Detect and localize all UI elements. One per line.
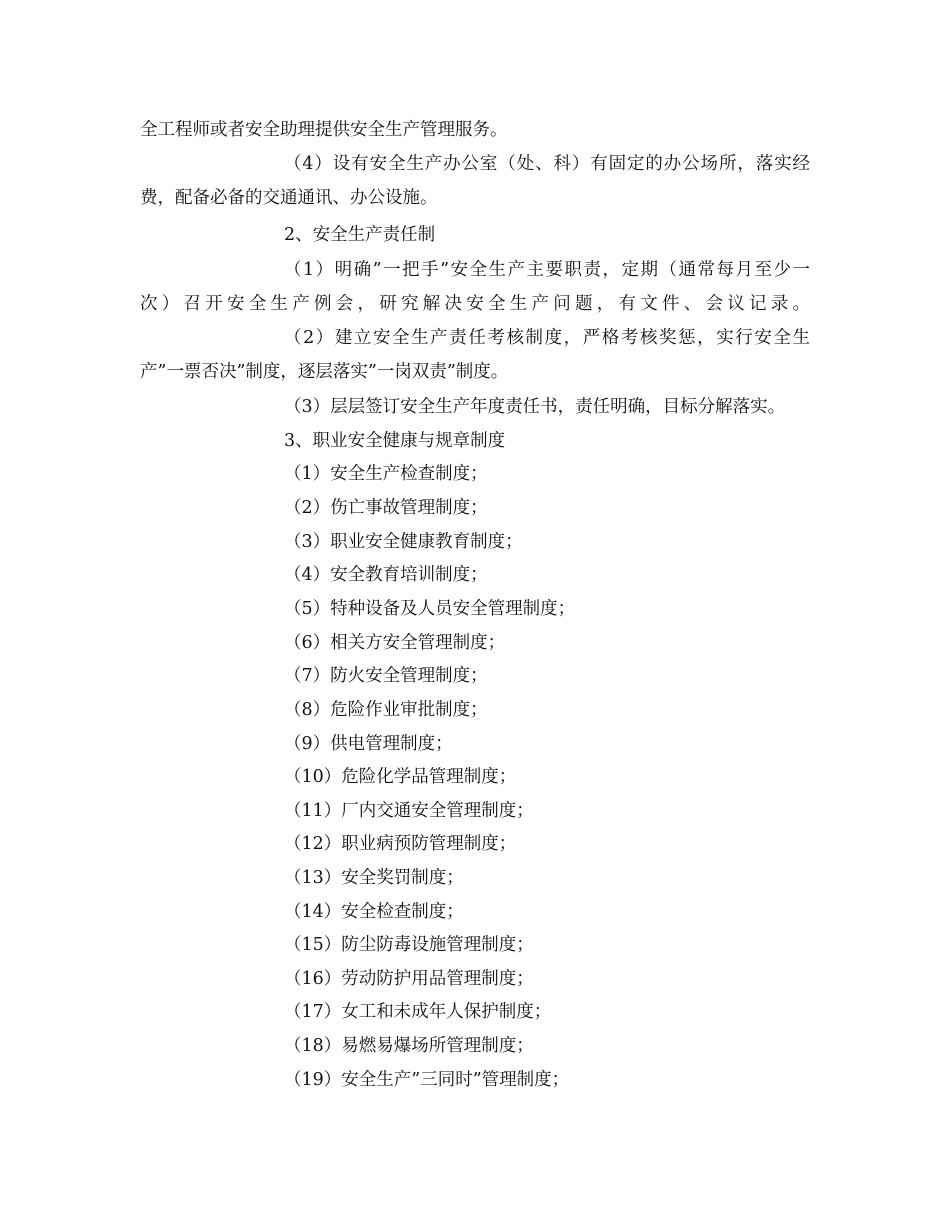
paragraph-line: （4）设有安全生产办公室（处、科）有固定的办公场所，落实经 xyxy=(284,154,810,174)
list-item: （15）防尘防毒设施管理制度； xyxy=(284,935,534,955)
list-item: （13）安全奖罚制度； xyxy=(284,868,464,888)
list-item: （17）女工和未成年人保护制度； xyxy=(284,1002,552,1022)
list-item: （9）供电管理制度； xyxy=(284,734,453,754)
list-item: （3）职业安全健康教育制度； xyxy=(284,532,523,552)
list-item: （2）伤亡事故管理制度； xyxy=(284,498,488,518)
paragraph-line: （3）层层签订安全生产年度责任书，责任明确，目标分解落实。 xyxy=(284,397,786,417)
list-item: （1）安全生产检查制度； xyxy=(284,464,488,484)
paragraph-line: 次）召开安全生产例会，研究解决安全生产问题，有文件、会议记录。 xyxy=(140,294,810,314)
list-item: （5）特种设备及人员安全管理制度； xyxy=(284,599,576,619)
list-item: （18）易燃易爆场所管理制度； xyxy=(284,1036,534,1056)
list-item: （16）劳动防护用品管理制度； xyxy=(284,969,534,989)
section-heading: 2、安全生产责任制 xyxy=(284,225,436,245)
paragraph-line: 产”一票否决”制度，逐层落实”一岗双责”制度。 xyxy=(140,362,509,382)
section-heading: 3、职业安全健康与规章制度 xyxy=(284,431,506,451)
list-item: （12）职业病预防管理制度； xyxy=(284,834,517,854)
list-item: （14）安全检查制度； xyxy=(284,902,464,922)
list-item: （4）安全教育培训制度； xyxy=(284,565,488,585)
list-item: （10）危险化学品管理制度； xyxy=(284,767,517,787)
list-item: （8）危险作业审批制度； xyxy=(284,700,488,720)
paragraph-line: （1）明确”一把手”安全生产主要职责，定期（通常每月至少一 xyxy=(284,260,810,280)
list-item: （19）安全生产”三同时”管理制度； xyxy=(284,1070,570,1090)
paragraph-line: 全工程师或者安全助理提供安全生产管理服务。 xyxy=(140,120,508,140)
list-item: （7）防火安全管理制度； xyxy=(284,666,488,686)
list-item: （11）厂内交通安全管理制度； xyxy=(284,801,534,821)
paragraph-line: （2）建立安全生产责任考核制度，严格考核奖惩，实行安全生 xyxy=(284,328,810,348)
paragraph-line: 费，配备必备的交通通讯、办公设施。 xyxy=(140,188,438,208)
list-item: （6）相关方安全管理制度； xyxy=(284,633,506,653)
